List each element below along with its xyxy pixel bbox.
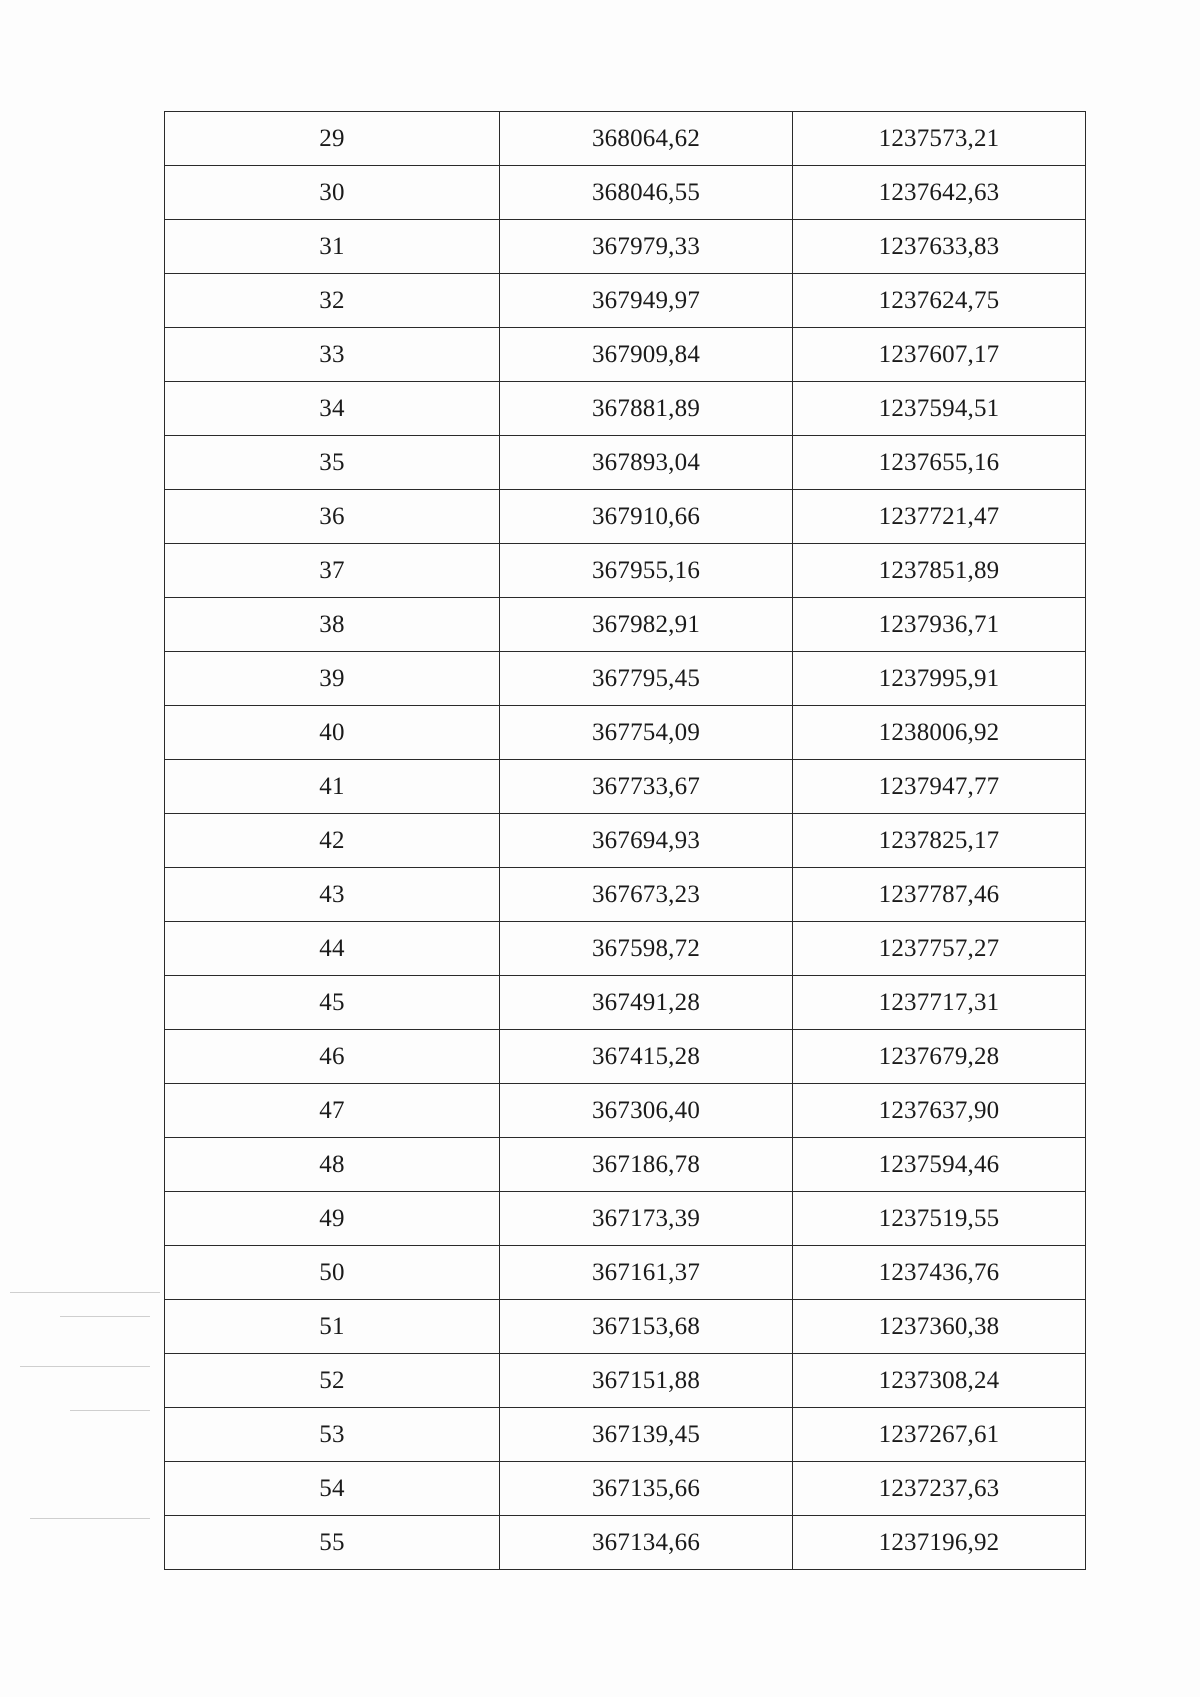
x-coordinate-cell: 367893,04 (500, 436, 793, 490)
point-number-cell: 43 (165, 868, 500, 922)
y-coordinate-cell: 1237655,16 (793, 436, 1086, 490)
point-number-cell: 50 (165, 1246, 500, 1300)
x-coordinate-cell: 367151,88 (500, 1354, 793, 1408)
x-coordinate-cell: 367955,16 (500, 544, 793, 598)
table-row (165, 706, 1086, 760)
point-number-cell: 48 (165, 1138, 500, 1192)
y-coordinate-cell: 1237721,47 (793, 490, 1086, 544)
table-row (165, 868, 1086, 922)
point-number-cell: 55 (165, 1516, 500, 1570)
y-coordinate-cell: 1237633,83 (793, 220, 1086, 274)
point-number-cell: 34 (165, 382, 500, 436)
coordinates-table-body (165, 112, 1086, 1570)
point-number-cell: 39 (165, 652, 500, 706)
point-number-cell: 36 (165, 490, 500, 544)
table-row (165, 436, 1086, 490)
point-number-cell: 49 (165, 1192, 500, 1246)
y-coordinate-cell: 1237947,77 (793, 760, 1086, 814)
table-row (165, 652, 1086, 706)
y-coordinate-cell: 1237757,27 (793, 922, 1086, 976)
y-coordinate-cell: 1237637,90 (793, 1084, 1086, 1138)
y-coordinate-cell: 1237308,24 (793, 1354, 1086, 1408)
point-number-cell: 54 (165, 1462, 500, 1516)
y-coordinate-cell: 1237851,89 (793, 544, 1086, 598)
x-coordinate-cell: 367910,66 (500, 490, 793, 544)
table-row (165, 1354, 1086, 1408)
point-number-cell: 52 (165, 1354, 500, 1408)
y-coordinate-cell: 1237624,75 (793, 274, 1086, 328)
table-row (165, 976, 1086, 1030)
table-row (165, 1192, 1086, 1246)
x-coordinate-cell: 367135,66 (500, 1462, 793, 1516)
y-coordinate-cell: 1237196,92 (793, 1516, 1086, 1570)
coordinates-table (164, 111, 1086, 1570)
y-coordinate-cell: 1237717,31 (793, 976, 1086, 1030)
table-row (165, 1300, 1086, 1354)
y-coordinate-cell: 1237573,21 (793, 112, 1086, 166)
y-coordinate-cell: 1237607,17 (793, 328, 1086, 382)
table-row (165, 1408, 1086, 1462)
y-coordinate-cell: 1237642,63 (793, 166, 1086, 220)
x-coordinate-cell: 367754,09 (500, 706, 793, 760)
point-number-cell: 41 (165, 760, 500, 814)
x-coordinate-cell: 367161,37 (500, 1246, 793, 1300)
y-coordinate-cell: 1237267,61 (793, 1408, 1086, 1462)
x-coordinate-cell: 367979,33 (500, 220, 793, 274)
y-coordinate-cell: 1237237,63 (793, 1462, 1086, 1516)
x-coordinate-cell: 367491,28 (500, 976, 793, 1030)
y-coordinate-cell: 1237679,28 (793, 1030, 1086, 1084)
table-row (165, 166, 1086, 220)
y-coordinate-cell: 1237519,55 (793, 1192, 1086, 1246)
point-number-cell: 30 (165, 166, 500, 220)
x-coordinate-cell: 368046,55 (500, 166, 793, 220)
x-coordinate-cell: 367982,91 (500, 598, 793, 652)
point-number-cell: 38 (165, 598, 500, 652)
x-coordinate-cell: 367415,28 (500, 1030, 793, 1084)
x-coordinate-cell: 367733,67 (500, 760, 793, 814)
point-number-cell: 29 (165, 112, 500, 166)
x-coordinate-cell: 367909,84 (500, 328, 793, 382)
y-coordinate-cell: 1237787,46 (793, 868, 1086, 922)
y-coordinate-cell: 1237936,71 (793, 598, 1086, 652)
point-number-cell: 44 (165, 922, 500, 976)
x-coordinate-cell: 367949,97 (500, 274, 793, 328)
point-number-cell: 32 (165, 274, 500, 328)
point-number-cell: 33 (165, 328, 500, 382)
x-coordinate-cell: 367306,40 (500, 1084, 793, 1138)
y-coordinate-cell: 1237825,17 (793, 814, 1086, 868)
table-row (165, 1084, 1086, 1138)
y-coordinate-cell: 1238006,92 (793, 706, 1086, 760)
x-coordinate-cell: 367795,45 (500, 652, 793, 706)
x-coordinate-cell: 367881,89 (500, 382, 793, 436)
table-row (165, 1246, 1086, 1300)
y-coordinate-cell: 1237436,76 (793, 1246, 1086, 1300)
x-coordinate-cell: 367694,93 (500, 814, 793, 868)
table-row (165, 274, 1086, 328)
table-row (165, 544, 1086, 598)
y-coordinate-cell: 1237995,91 (793, 652, 1086, 706)
point-number-cell: 42 (165, 814, 500, 868)
table-row (165, 112, 1086, 166)
x-coordinate-cell: 368064,62 (500, 112, 793, 166)
table-row (165, 814, 1086, 868)
y-coordinate-cell: 1237594,46 (793, 1138, 1086, 1192)
y-coordinate-cell: 1237360,38 (793, 1300, 1086, 1354)
table-row (165, 1462, 1086, 1516)
table-row (165, 760, 1086, 814)
table-row (165, 328, 1086, 382)
table-row (165, 382, 1086, 436)
point-number-cell: 35 (165, 436, 500, 490)
point-number-cell: 46 (165, 1030, 500, 1084)
point-number-cell: 47 (165, 1084, 500, 1138)
x-coordinate-cell: 367598,72 (500, 922, 793, 976)
point-number-cell: 31 (165, 220, 500, 274)
x-coordinate-cell: 367153,68 (500, 1300, 793, 1354)
x-coordinate-cell: 367134,66 (500, 1516, 793, 1570)
table-row (165, 1516, 1086, 1570)
table-row (165, 1030, 1086, 1084)
y-coordinate-cell: 1237594,51 (793, 382, 1086, 436)
x-coordinate-cell: 367186,78 (500, 1138, 793, 1192)
table-row (165, 598, 1086, 652)
point-number-cell: 40 (165, 706, 500, 760)
point-number-cell: 51 (165, 1300, 500, 1354)
x-coordinate-cell: 367673,23 (500, 868, 793, 922)
table-row (165, 220, 1086, 274)
point-number-cell: 37 (165, 544, 500, 598)
table-row (165, 1138, 1086, 1192)
point-number-cell: 53 (165, 1408, 500, 1462)
x-coordinate-cell: 367173,39 (500, 1192, 793, 1246)
point-number-cell: 45 (165, 976, 500, 1030)
table-row (165, 922, 1086, 976)
x-coordinate-cell: 367139,45 (500, 1408, 793, 1462)
table-row (165, 490, 1086, 544)
